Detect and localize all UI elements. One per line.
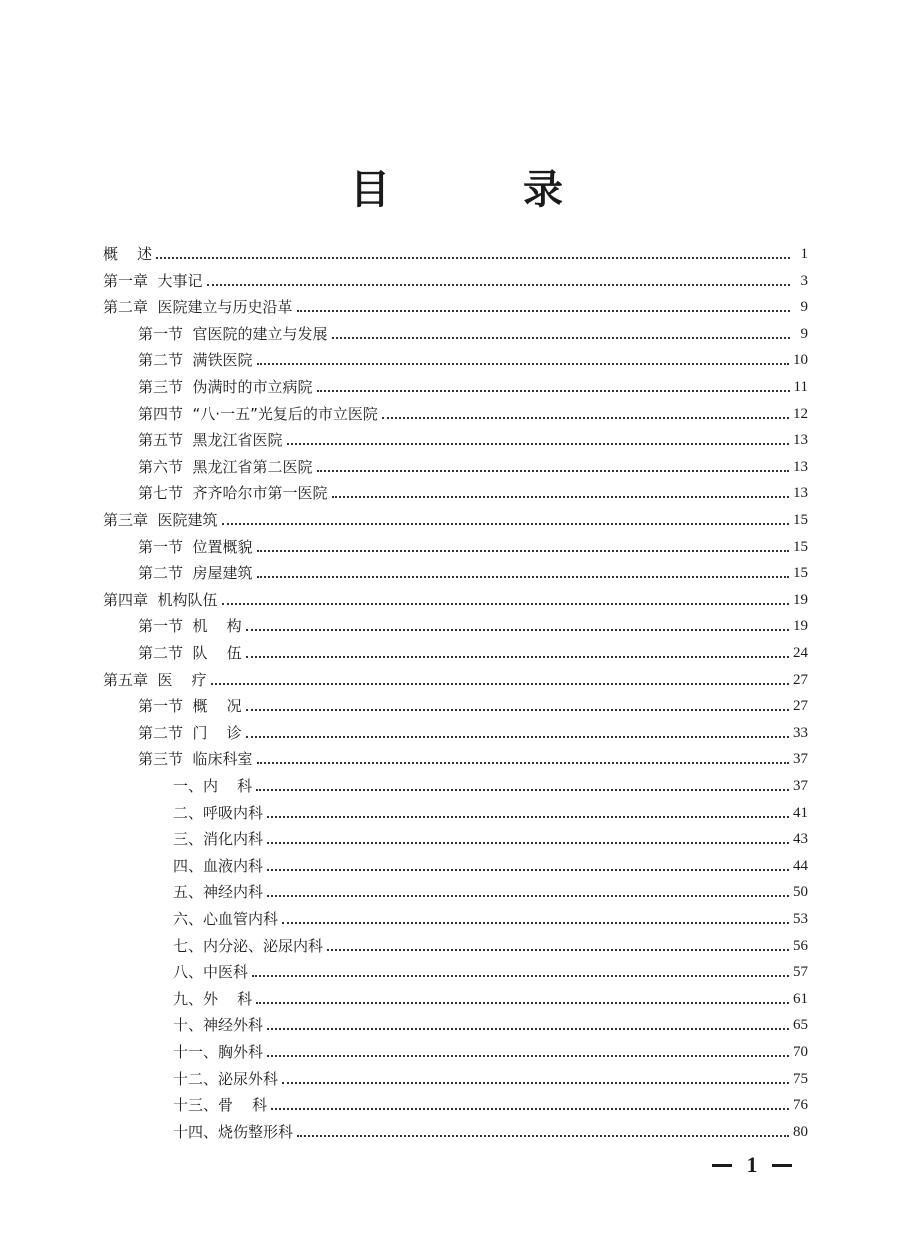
toc-entry-label: 概 述 [103,245,153,263]
toc-entry-leader-dots [327,949,789,951]
toc-entry-label: 六、心血管内科 [173,910,279,928]
toc-entry-label: 十三、骨 科 [173,1096,268,1114]
toc-entry-leader-dots [257,550,789,552]
toc-entry-label: 十二、泌尿外科 [173,1070,279,1088]
toc-entry-leader-dots [252,975,789,977]
toc-entry-page-number: 75 [793,1071,808,1087]
toc-entry-label: 第一节 机 构 [138,617,242,635]
toc-entry-leader-dots [332,337,790,339]
toc-entry-page-number: 56 [793,938,808,954]
toc-entry-leader-dots [282,1082,789,1084]
toc-entry-page-number: 27 [793,698,808,714]
toc-entry-leader-dots [207,284,790,286]
toc-entry-page-number: 53 [793,911,808,927]
toc-entry-label: 一、内 科 [173,777,253,795]
toc-entry-page-number: 3 [800,273,808,289]
toc-entry-page-number: 80 [793,1124,808,1140]
toc-entry-leader-dots [246,656,789,658]
toc-entry-label: 七、内分泌、泌尿内科 [173,937,324,955]
toc-entry [173,823,808,849]
toc-entry-page-number: 61 [793,991,808,1007]
toc-entry-leader-dots [317,390,790,392]
toc-entry-leader-dots [332,496,789,498]
toc-entry-label: 十、神经外科 [173,1016,264,1034]
toc-entry [103,584,808,610]
toc-entry-label: 二、呼吸内科 [173,804,264,822]
toc-entry-leader-dots [257,363,789,365]
toc-entry-leader-dots [282,922,789,924]
toc-entry [138,371,808,397]
toc-entry-page-number: 13 [793,485,808,501]
toc-entry-leader-dots [297,310,790,312]
toc-entry-leader-dots [297,1135,789,1137]
toc-entry-leader-dots [246,629,789,631]
toc-entry-label: 第一章 大事记 [103,272,203,290]
toc-entry [173,1036,808,1062]
toc-entry-leader-dots [256,1002,789,1004]
toc-entry-page-number: 9 [800,326,808,342]
toc-entry-leader-dots [211,683,789,685]
toc-title-char-2: 录 [523,167,563,213]
toc-entry [173,770,808,796]
toc-entry-label: 第四节 “八·一五”光复后的市立医院 [138,405,378,423]
toc-entry-label: 第二节 门 诊 [138,724,242,742]
toc-entry-page-number: 76 [793,1097,808,1113]
toc-entry [138,610,808,636]
toc-entry-page-number: 11 [793,379,808,395]
toc-entry [138,557,808,583]
toc-entry-label: 第五节 黑龙江省医院 [138,431,283,449]
toc-entry [173,1116,808,1142]
toc-entry [103,291,808,317]
toc-entry-label: 第三章 医院建筑 [103,511,218,529]
toc-entry-page-number: 13 [793,459,808,475]
toc-entry-leader-dots [222,603,789,605]
toc-entry-page-number: 70 [793,1044,808,1060]
toc-entry-page-number: 1 [800,246,808,262]
toc-entry [173,797,808,823]
toc-entry-leader-dots [267,869,789,871]
toc-title-char-1: 目 [350,167,390,213]
toc-entry [138,690,808,716]
toc-entry-page-number: 43 [793,831,808,847]
toc-entry-page-number: 24 [793,645,808,661]
toc-entry-label: 第二节 房屋建筑 [138,564,253,582]
toc-entry [173,850,808,876]
toc-entry-page-number: 13 [793,432,808,448]
toc-entry-leader-dots [246,736,789,738]
toc-entry-label: 第四章 机构队伍 [103,591,218,609]
toc-entry-label: 第一节 位置概貌 [138,538,253,556]
toc-entry-leader-dots [257,576,789,578]
toc-entry-page-number: 19 [793,592,808,608]
toc-entry [138,477,808,503]
toc-entry-page-number: 9 [800,299,808,315]
toc-entry-leader-dots [271,1108,789,1110]
toc-entry-label: 第六节 黑龙江省第二医院 [138,458,313,476]
toc-entry [173,903,808,929]
toc-entry-page-number: 27 [793,672,808,688]
toc-entry-leader-dots [257,762,789,764]
toc-entry-page-number: 65 [793,1017,808,1033]
toc-entry [138,637,808,663]
toc-entry [173,1009,808,1035]
toc-entry-label: 第一节 概 况 [138,697,242,715]
toc-entry [138,531,808,557]
toc-entry-page-number: 44 [793,858,808,874]
toc-entry-leader-dots [256,789,789,791]
toc-entry-page-number: 19 [793,618,808,634]
toc-entry-leader-dots [267,1055,789,1057]
toc-entry-page-number: 37 [793,751,808,767]
toc-entry [138,344,808,370]
toc-entry-label: 第二节 满铁医院 [138,351,253,369]
footer-dash-right [772,1164,792,1167]
toc-entry-page-number: 41 [793,805,808,821]
toc-entry-label: 第三节 临床科室 [138,750,253,768]
toc-entry [173,1063,808,1089]
toc-entry-label: 第二节 队 伍 [138,644,242,662]
footer-dash-left [712,1164,732,1167]
toc-entry [173,930,808,956]
toc-entry [173,876,808,902]
toc-entry-page-number: 15 [793,512,808,528]
toc-entry-page-number: 33 [793,725,808,741]
toc-entry [103,238,808,264]
toc-entry-page-number: 10 [793,352,808,368]
toc-entry-leader-dots [287,443,789,445]
toc-entry [173,983,808,1009]
toc-entry [103,664,808,690]
toc-entry-label: 第五章 医 疗 [103,671,207,689]
toc-entry-page-number: 37 [793,778,808,794]
toc-entry-page-number: 12 [793,406,808,422]
toc-entry-page-number: 50 [793,884,808,900]
toc-entry-page-number: 57 [793,964,808,980]
toc-entry-label: 五、神经内科 [173,883,264,901]
toc-entry [138,318,808,344]
toc-entry-label: 九、外 科 [173,990,253,1008]
toc-entry-leader-dots [382,417,789,419]
toc-entry [138,451,808,477]
toc-entry [138,717,808,743]
toc-entry-page-number: 15 [793,565,808,581]
page-footer [712,1150,792,1180]
toc-entry [138,424,808,450]
toc-entry-label: 第三节 伪满时的市立病院 [138,378,313,396]
toc-entry-leader-dots [246,709,789,711]
toc-entry-label: 第七节 齐齐哈尔市第一医院 [138,484,328,502]
toc-entry [103,265,808,291]
toc-entry-label: 第一节 官医院的建立与发展 [138,325,328,343]
toc-entry-label: 十四、烧伤整形科 [173,1123,294,1141]
toc-entry-leader-dots [222,523,789,525]
toc-entry-label: 十一、胸外科 [173,1043,264,1061]
toc-entry [138,743,808,769]
toc-entry-leader-dots [317,470,789,472]
toc-entry-label: 三、消化内科 [173,830,264,848]
toc-entry-leader-dots [267,895,789,897]
toc-entry-leader-dots [156,257,790,259]
toc-entry-leader-dots [267,842,789,844]
toc-entry [103,504,808,530]
toc-entry-page-number: 15 [793,539,808,555]
toc-entry-leader-dots [267,1028,789,1030]
toc-entry [173,1089,808,1115]
toc-entry-label: 第二章 医院建立与历史沿革 [103,298,293,316]
toc-entry [173,956,808,982]
footer-page-number: 1 [746,1152,758,1177]
toc-entry-label: 四、血液内科 [173,857,264,875]
toc-entry [138,398,808,424]
toc-entry-label: 八、中医科 [173,963,249,981]
toc-title [0,160,900,220]
toc-entry-leader-dots [267,816,789,818]
